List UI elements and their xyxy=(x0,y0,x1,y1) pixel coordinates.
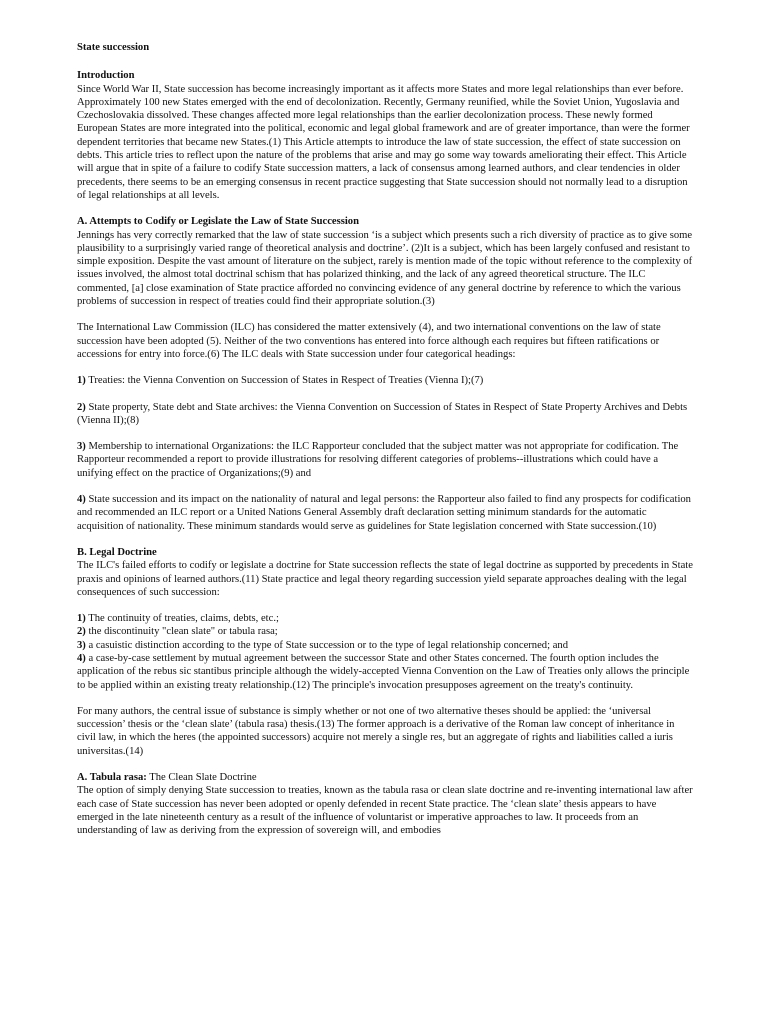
section-b-paragraph-2: For many authors, the central issue of substance is simply whether or not one of two alternative theses should be applied: the ‘universal succession’ thesis or the ‘clean slate’ (tabula rasa) thesis.(13) The former approach is a derivative of the Roman law concept of inheritance in civil law, in which the heres (the appointed successors) acquire not merely a single res, but an aggregate of rights and liabilities called a iuris universitas.(14) xyxy=(77,705,675,757)
approach-item xyxy=(77,639,694,652)
item-number: 2) xyxy=(77,401,86,413)
item-text: a casuistic distinction according to the type of State succession or to the type of legal relationship concerned; and xyxy=(85,639,568,651)
category-item xyxy=(77,440,694,480)
item-number: 3) xyxy=(77,441,86,453)
category-item xyxy=(77,374,694,387)
document-title: State succession xyxy=(77,42,150,53)
section-a-paragraph-1: Jennings has very correctly remarked that the law of state succession ‘is a subject which presents such a rich diversity of practice as to give some plausibility to a surprisingly varied range of theoretical analysis and doctrine’. (2)It is a subject, which has been largely confused and resistant to simple exposition. Despite the vast amount of literature on the subject, rarely is mention made of the topic without reference to the complexity of issues involved, the almost total doctrinal schism that has polarized thinking, and the lack of any agreed theoretical structure. The ILC commented, [a] close examination of State practice afforded no convincing evidence of any general doctrine by reference to which the various problems of succession in respect of treaties could find their appropriate solution.(3) xyxy=(77,229,693,308)
document-page xyxy=(77,41,694,838)
item-text: a case-by-case settlement by mutual agreement between the successor State and other States concerned. The fourth option includes the application of the rebus sic stantibus principle although the widely-accepted Vienna Convention on the Law of Treaties only allows the principle to be applied within an existing treaty relationship.(12) The principle's invocation presupposes agreement on the treaty's continuity. xyxy=(77,652,690,691)
item-text: State succession and its impact on the nationality of natural and legal persons: the Rapporteur also failed to find any prospects for codification and recommended an ILC report or a United Nations General Assembly draft declaration setting minimum standards for the automatic acquisition of nationality. These minimum standards would serve as guidelines for State legislation concerned with State succession.(10) xyxy=(77,494,691,532)
item-text: State property, State debt and State archives: the Vienna Convention on Succession of States in Respect of State Property Archives and Debts (Vienna II);(8) xyxy=(77,401,688,426)
item-number: 1) xyxy=(77,375,86,387)
section-a-paragraph-2: The International Law Commission (ILC) has considered the matter extensively (4), and two international conventions on the law of state succession have been adopted (5). Neither of the two conventions has entered into force although each requires but fifteen ratifications or accessions for entry into force.(6) The ILC deals with State succession under four categorical headings: xyxy=(77,322,661,360)
approaches-list xyxy=(77,612,694,692)
section-tabula-rasa xyxy=(77,771,694,837)
approach-item xyxy=(77,625,694,638)
tabula-rasa-heading xyxy=(77,771,694,784)
item-number: 4) xyxy=(77,652,86,664)
item-number: 3) xyxy=(77,639,86,651)
introduction-heading: Introduction xyxy=(77,70,135,82)
tabula-rasa-heading-bold: A. Tabula rasa: xyxy=(77,772,147,784)
item-number: 1) xyxy=(77,613,86,625)
category-item xyxy=(77,493,694,533)
introduction-section xyxy=(77,69,694,202)
section-b-heading: B. Legal Doctrine xyxy=(77,546,157,558)
section-a-codify xyxy=(77,215,694,533)
approach-item xyxy=(77,612,694,625)
item-text: Membership to international Organizations: the ILC Rapporteur concluded that the subject matter was not appropriate for codification. The Rapporteur recommended a report to provide illustrations for resolving different categories of problems--illustrations which could have a unifying effect on the practice of Organizations;(9) and xyxy=(77,441,679,479)
item-text: Treaties: the Vienna Convention on Succession of States in Respect of Treaties (Vienna I);(7) xyxy=(85,375,484,387)
item-text: the discontinuity "clean slate" or tabula rasa; xyxy=(85,626,278,638)
tabula-rasa-paragraph: The option of simply denying State succession to treaties, known as the tabula rasa or clean slate doctrine and re-inventing international law after each case of State succession has never been adopted or openly defended in recent State practice. The ‘clean slate’ thesis appears to have emerged in the late nineteenth century as a result of the influence of voluntarist or imperative approaches to law. It proceeds from an understanding of law as deriving from the expression of sovereign will, and embodies xyxy=(77,785,693,837)
introduction-paragraph: Since World War II, State succession has become increasingly important as it affects more States and more legal relationships than ever before. Approximately 100 new States emerged with the end of decolonization. Recently, Germany reunified, while the Soviet Union, Yugoslavia and Czechoslovakia dissolved. These changes affected more legal relationships than the earlier decolonization process. These newly formed European States are more integrated into the political, economic and legal global framework and are of greater importance, than were the former dependent territories that became new States.(1) This Article attempts to introduce the law of state succession, the effect of state succession on debts. This article tries to reflect upon the nature of the problems that arise and may go some way towards ameliorating their effect. This Article will argue that in spite of a failure to codify State succession matters, a lack of consensus among learned authors, and clear tendencies in older precedents, there seems to be an emerging consensus in recent practice suggesting that State succession should not normally lead to a disruption of legal relationships at all levels. xyxy=(77,83,690,201)
item-text: The continuity of treaties, claims, debts, etc.; xyxy=(85,613,279,625)
section-b-legal-doctrine xyxy=(77,546,694,758)
section-b-paragraph-1: The ILC's failed efforts to codify or legislate a doctrine for State succession reflects the state of legal doctrine as supported by precedents in State praxis and opinions of learned authors.(11) State practice and legal theory regarding succession yield separate approaches dealing with the legal consequences of such succession: xyxy=(77,560,693,598)
tabula-rasa-subheading: The Clean Slate Doctrine xyxy=(146,772,257,784)
item-number: 2) xyxy=(77,626,86,638)
section-a-heading: A. Attempts to Codify or Legislate the Law of State Succession xyxy=(77,216,359,228)
item-number: 4) xyxy=(77,494,86,506)
category-item xyxy=(77,401,694,428)
approach-item xyxy=(77,652,694,692)
